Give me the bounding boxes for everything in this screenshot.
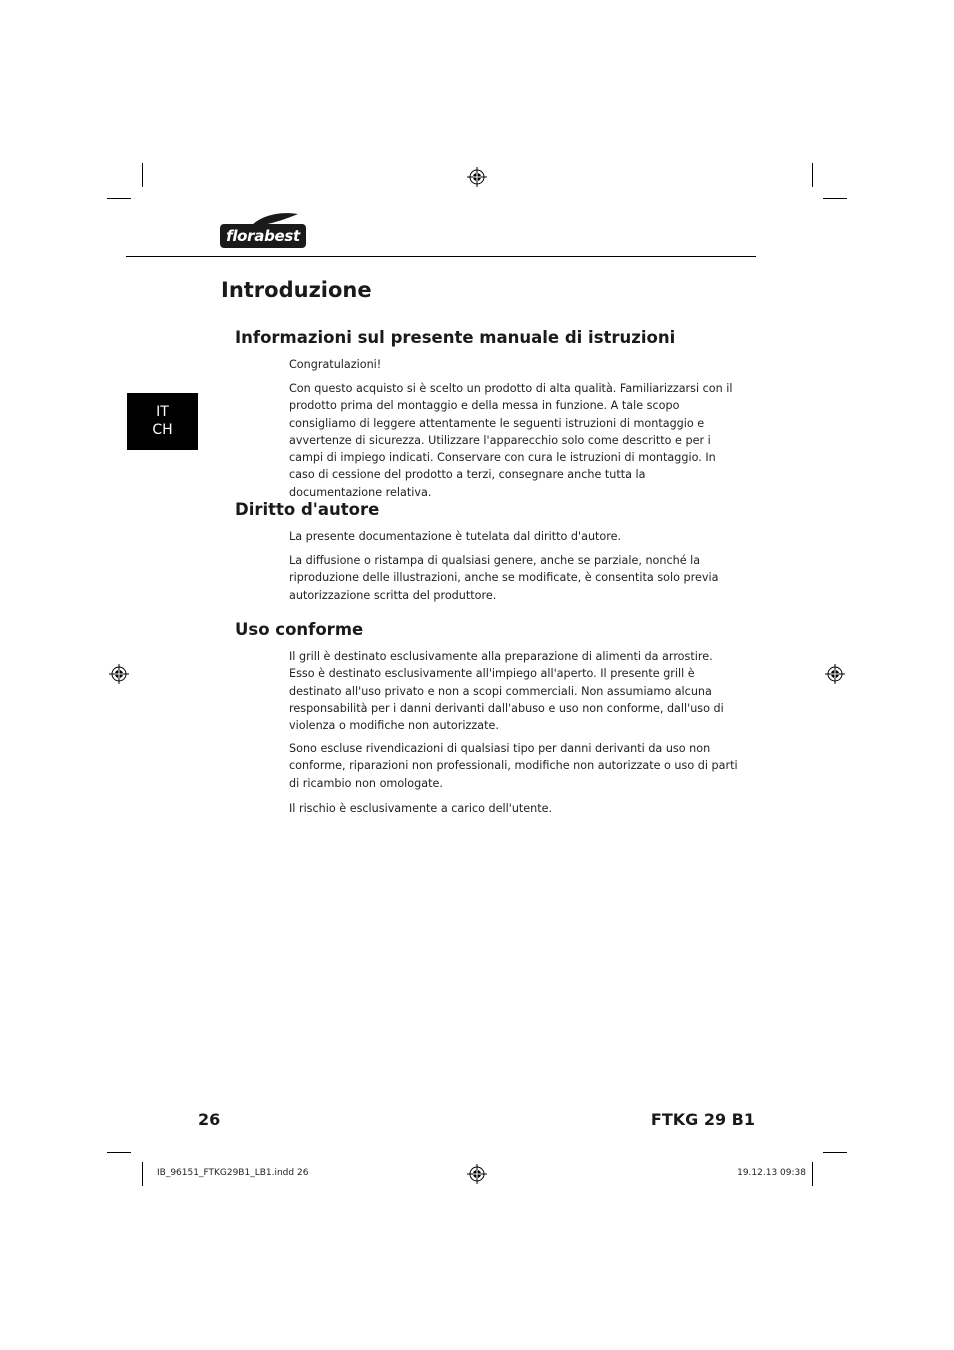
page-title: Introduzione — [221, 278, 372, 302]
section-heading: Informazioni sul presente manuale di istruzioni — [235, 328, 676, 347]
country-code: CH — [152, 422, 173, 438]
registration-mark-icon — [467, 1164, 487, 1184]
paragraph: Congratulazioni! — [289, 358, 382, 371]
page-number: 26 — [198, 1110, 221, 1129]
crop-mark — [823, 1152, 847, 1153]
crop-mark — [107, 198, 131, 199]
registration-mark-icon — [109, 664, 129, 684]
paragraph: Con questo acquisto si è scelto un prodotto di alta qualità. Familiarizzarsi con il prodotto prima del montaggio e della messa in funzione. A tale scopo consigliamo di leggere attentamente le seguenti istruzioni di montaggio e avvertenze di sicurezza. Utilizzare l'apparecchio solo come descritto e per i campi di impiego indicati. Conservare con cura le istruzioni di montaggio. In caso di cessione del prodotto a terzi, consegnare anche tutta la documentazione relativa. — [289, 382, 733, 499]
header-rule — [126, 256, 756, 257]
print-slug-date: 19.12.13 09:38 — [737, 1168, 806, 1178]
paragraph: Il grill è destinato esclusivamente alla preparazione di alimenti da arrostire. Esso è destinato esclusivamente all'impiego all'aperto. Il presente grill è destinato all'uso privato e non a scopi commerciali. Non assumiamo alcuna responsabilità per i danni derivanti dall'abuso e uso non conforme, dall'uso di violenza o modifiche non autorizzate. — [289, 650, 724, 733]
crop-mark — [142, 163, 143, 187]
section-heading: Diritto d'autore — [235, 500, 380, 519]
brand-logo — [220, 212, 306, 250]
print-slug-file: IB_96151_FTKG29B1_LB1.indd 26 — [157, 1168, 309, 1178]
paragraph: La diffusione o ristampa di qualsiasi genere, anche se parziale, nonché la riproduzione delle illustrazioni, anche se modificate, è consentita solo previa autorizzazione scritta del produttore. — [289, 554, 719, 602]
section-heading: Uso conforme — [235, 620, 364, 639]
logo-wordmark: florabest — [220, 224, 306, 248]
paragraph: Il rischio è esclusivamente a carico dell'utente. — [289, 802, 553, 815]
registration-mark-icon — [467, 167, 487, 187]
language-tab — [127, 393, 198, 450]
paragraph: La presente documentazione è tutelata dal diritto d'autore. — [289, 530, 622, 543]
registration-mark-icon — [825, 664, 845, 684]
crop-mark — [142, 1162, 143, 1186]
crop-mark — [107, 1152, 131, 1153]
crop-mark — [812, 163, 813, 187]
paragraph: Sono escluse rivendicazioni di qualsiasi tipo per danni derivanti da uso non conforme, riparazioni non professionali, modifiche non autorizzate o uso di parti di ricambio non omologate. — [289, 742, 738, 790]
crop-mark — [812, 1162, 813, 1186]
crop-mark — [823, 198, 847, 199]
language-code: IT — [156, 404, 169, 420]
model-number: FTKG 29 B1 — [650, 1110, 755, 1129]
